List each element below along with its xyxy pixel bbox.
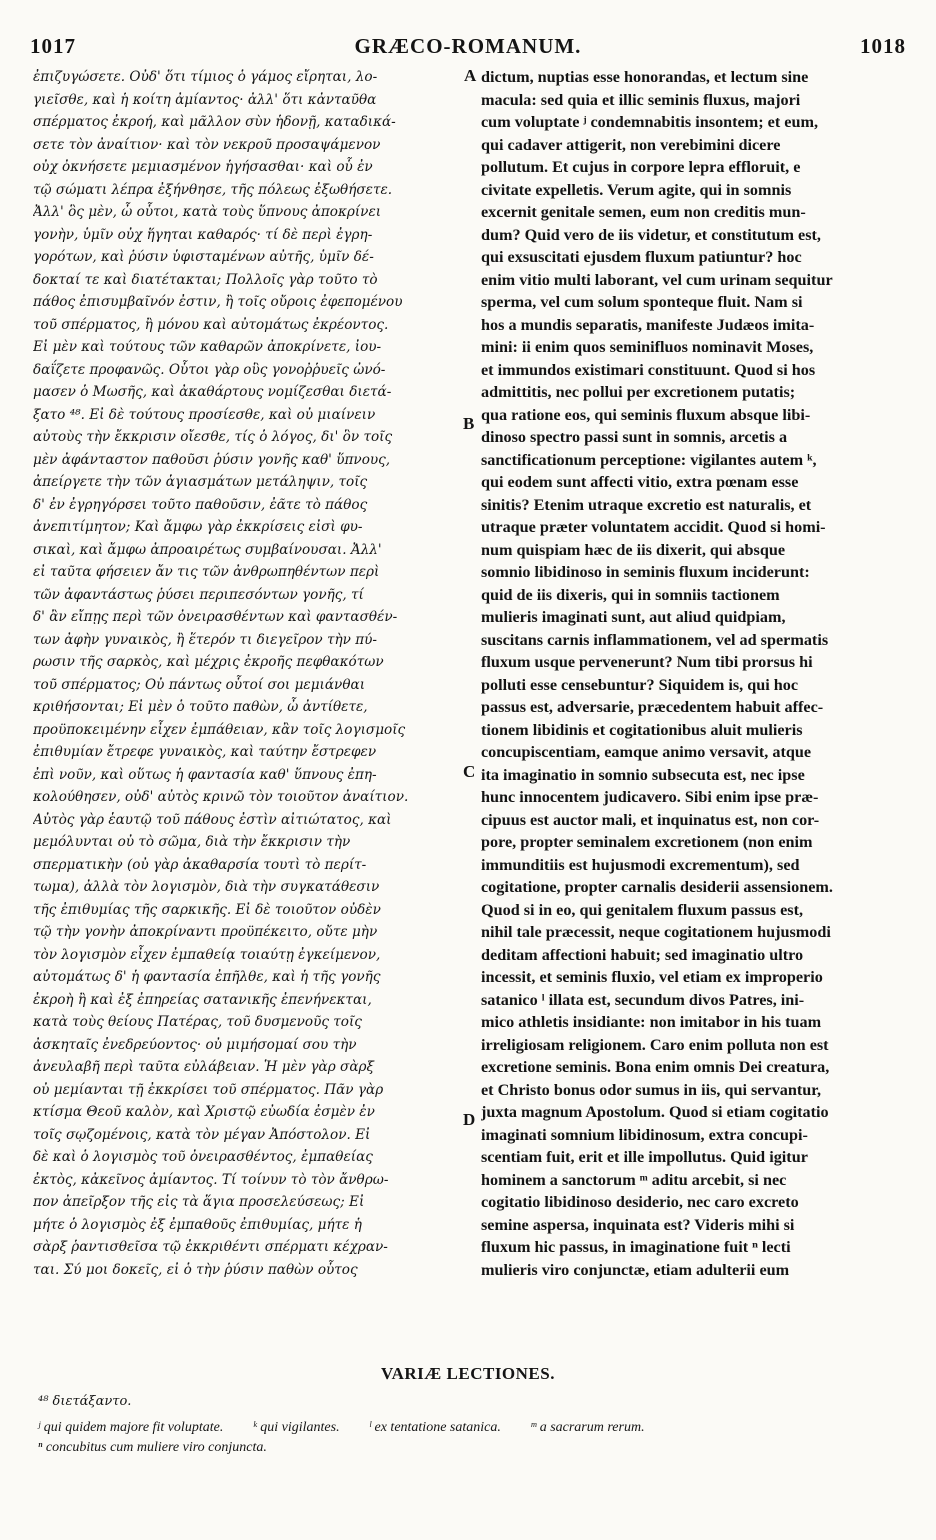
greek-text-line: σὰρξ ῥαντισθεῖσα τῷ ἐκκριθέντι σπέρματι κέχραν- xyxy=(33,1239,388,1255)
latin-text-line: scentiam fuit, erit et ille impollutus. Quid igitur xyxy=(481,1148,808,1166)
left-page-number: 1017 xyxy=(30,34,76,58)
greek-text-line: δ' ἐν ἐγρηγόρσει τοῦτο παθοῦσιν, ἐᾶτε τὸ πάθος xyxy=(33,496,368,513)
greek-text-line: τωμα), ἀλλὰ τὸν λογισμὸν, διὰ τὴν συγκατάθεσιν xyxy=(33,879,380,895)
latin-text-line: Quod si in eo, qui genitalem fluxum passus est, xyxy=(481,900,804,919)
latin-text-line: polluti esse censebuntur? Siquidem is, qui hoc xyxy=(481,675,799,694)
margin-marker-a: A xyxy=(464,66,477,85)
greek-text-line: ἐκτὸς, κἀκεῖνος ἀμίαντος. Τί τοίνυν τὸ τὸν ἄνθρω- xyxy=(33,1171,389,1188)
latin-text-line: hos a mundis separatis, manifeste Judæos imita- xyxy=(481,315,815,334)
greek-text-line: προϋποκειμένην εἶχεν ἐμπάθειαν, κἂν τοῖς λογισμοῖς xyxy=(33,721,406,738)
greek-text-line: Εἰ μὲν καὶ τούτους τῶν καθαρῶν ἀποκρίνετε, ἰου- xyxy=(33,339,382,355)
greek-text-line: κατὰ τοὺς θείους Πατέρας, τοῦ δυσμενοῦς τοῖς xyxy=(33,1014,362,1030)
greek-text-line: ξατο ⁴⁸. Εἰ δὲ τούτους προσίεσθε, καὶ οὐ μιαίνειν xyxy=(33,406,376,423)
latin-text-line: mini: ii enim quos seminifluos nominavit Moses, xyxy=(481,338,814,356)
greek-text-line: δοκταί τε καὶ διατέτακται; Πολλοῖς γὰρ τοῦτο τὸ xyxy=(33,271,378,288)
greek-text-line: πάθος ἐπισυμβαῖνόν ἐστιν, ἢ τοῖς οὔροις ἐφεπομένου xyxy=(33,294,403,310)
latin-text-line: qua ratione eos, qui seminis fluxum absque libi- xyxy=(481,405,811,424)
greek-text-line: τῶν ἀφαντάστως ῥύσει περιπεσόντων γονῆς, τί xyxy=(33,586,364,603)
latin-text-line: tionem libidinis et cogitationibus aluit mulieris xyxy=(481,720,803,739)
latin-text-line: num quispiam hæc de iis dixerit, qui absque xyxy=(481,540,786,559)
greek-text-line: μὲν ἀφάνταστον παθοῦσι ῥύσιν γονῆς καθ' ὕπνους, xyxy=(33,451,391,468)
latin-text-line: pollutum. Et cujus in corpore lepra effloruit, e xyxy=(481,158,801,176)
latin-text-line: dictum, nuptias esse honorandas, et lectum sine xyxy=(481,68,809,86)
latin-text-line: fluxum hic passus, in imaginatione fuit ⁿ lecti xyxy=(481,1238,791,1256)
greek-text-line: σπερματικὴν (οὐ γὰρ ἀκαθαρσία τουτὶ τὸ περίτ- xyxy=(33,856,367,873)
latin-column xyxy=(481,66,905,1356)
margin-marker-d: D xyxy=(463,1110,476,1129)
variae-lectiones-heading: VARIÆ LECTIONES. xyxy=(381,1364,555,1383)
latin-text-line: irreligiosam religionem. Caro enim polluta non est xyxy=(481,1035,829,1054)
latin-text-line: hominem a sanctorum ᵐ aditu arcebit, si nec xyxy=(481,1170,787,1189)
greek-text-line: ἀνεπιτίμητον; Καὶ ἄμφω γὰρ ἐκκρίσεις εἰσὶ φυ- xyxy=(33,519,363,535)
latin-text-line: incessit, et seminis fluxio, vel etiam ex improperio xyxy=(481,968,823,986)
greek-text-line: γορότων, καὶ ῥύσιν ὑφισταμένων αὐτῆς, ὑμῖν δέ- xyxy=(33,249,374,265)
latin-text-line: quid de iis dixeris, qui in somniis tactionem xyxy=(481,585,780,604)
greek-text-line: τοῦ σπέρματος; Οὐ πάντως οὗτοί σοι μεμιάνθαι xyxy=(33,676,366,693)
latin-text-line: satanico ˡ illata est, secundum divos Patres, ini- xyxy=(481,990,805,1009)
latin-text-line: mulieris viro conjunctæ, etiam adulterii eum xyxy=(481,1260,790,1279)
variant-note-n: ⁿ concubitus cum muliere viro conjuncta. xyxy=(38,1440,267,1455)
greek-text-line: μήτε ὁ λογισμὸς ἐξ ἐμπαθοῦς ἐπιθυμίας, μήτε ἡ xyxy=(33,1216,362,1233)
variant-note-m: ᵐ a sacrarum rerum. xyxy=(530,1420,645,1435)
greek-text-line: μεμόλυνται οὐ τὸ σῶμα, διὰ τὴν ἔκκρισιν τὴν xyxy=(33,834,351,850)
latin-text-line: fluxum usque pervenerunt? Num tibi prorsus hi xyxy=(481,653,813,671)
greek-text-line: δὲ καὶ ὁ λογισμὸς τοῦ ὀνειρασθέντος, ἐμπαθείας xyxy=(33,1149,373,1165)
latin-text-line: cogitatio libidinoso desiderio, nec caro excreto xyxy=(481,1193,799,1211)
latin-text-line: excretione seminis. Bona enim omnis Dei creatura, xyxy=(481,1058,830,1076)
variant-notes-row-1 xyxy=(38,1420,898,1436)
latin-text-line: immunditiis est hujusmodi excrementum), sed xyxy=(481,855,800,874)
greek-text-line: ἐπιθυμίαν ἔτρεφε γυναικὸς, καὶ ταύτην ἔστρεφεν xyxy=(33,744,377,760)
latin-text-line: et Christo bonus odor sumus in iis, qui servantur, xyxy=(481,1080,822,1099)
latin-text-line: mico athletis insidiante: non imitabor in his tuam xyxy=(481,1013,822,1031)
latin-text-line: cum voluptate ʲ condemnabitis insontem; et eum, xyxy=(481,113,819,131)
greek-text-line: σπέρματος ἐκροή, καὶ μᾶλλον σὺν ἡδονῇ, καταδικά- xyxy=(33,114,396,130)
latin-text-line: ita imaginatio in somnio subsecuta est, nec ipse xyxy=(481,765,805,784)
greek-text-line: ἀνευλαβῆ περὶ ταῦτα εὐλάβειαν. Ἡ μὲν γὰρ σὰρξ xyxy=(33,1059,374,1075)
greek-text-line: τὸν λογισμὸν εἶχεν ἐμπαθείᾳ τοιαύτῃ ἐγκείμενον, xyxy=(33,946,381,963)
greek-text-line: ἐκροὴ ἢ καὶ ἐξ ἐπηρείας σατανικῆς ἐπενήνεκται, xyxy=(33,991,372,1008)
greek-text-line: πον ἀπεῖρξον τῆς εἰς τὰ ἅγια προσελεύσεως; Εἰ xyxy=(33,1194,365,1210)
latin-text-line: sanctificationum perceptione: vigilantes autem ᵏ, xyxy=(481,450,817,469)
greek-text-line: οὐχ ὀκνήσετε μεμιασμένον ἡγήσασθαι· καὶ οὗ ἐν xyxy=(33,159,373,175)
latin-text-line: sperma, vel cum solum sponteque fluit. Nam si xyxy=(481,293,803,311)
latin-text-line: mulieris imaginati sunt, aut aliud quidpiam, xyxy=(481,608,786,626)
latin-text-line: qui cadaver attigerit, non verebimini dicere xyxy=(481,135,781,154)
latin-text-line: macula: sed quia et illic seminis fluxus, majori xyxy=(481,90,801,109)
greek-text-line: αὐτομάτως δ' ἡ φαντασία ἐπῆλθε, καὶ ἡ τῆς γονῆς xyxy=(33,969,381,985)
greek-text-line: Ἀλλ' ὃς μὲν, ὦ οὗτοι, κατὰ τοὺς ὕπνους ἀποκρίνει xyxy=(33,204,382,220)
greek-text-line: δαΐζετε προφανῶς. Οὗτοι γὰρ οὓς γονοῤῥυεῖς ὠνό- xyxy=(33,361,386,378)
latin-text-line: utraque præter voluntatem accidit. Quod si homi- xyxy=(481,518,826,536)
latin-text-line: cogitatione, propter carnalis desiderii assensionem. xyxy=(481,878,833,896)
latin-text-line: passus est, adversarie, præcedentem habuit affec- xyxy=(481,698,824,716)
latin-text-line: deditam affectioni habuit; sed imaginatio ultro xyxy=(481,945,804,964)
greek-text-line: ται. Σύ μοι δοκεῖς, εἰ ὁ τὴν ῥύσιν παθὼν οὗτος xyxy=(33,1261,358,1278)
greek-text-line: οὐ μεμίανται τῇ ἐκκρίσει τοῦ σπέρματος. Πᾶν γὰρ xyxy=(33,1081,384,1098)
greek-text-line: γιεῖσθε, καὶ ἡ κοίτη ἀμίαντος· ἀλλ' ὅτι κἀνταῦθα xyxy=(33,91,377,108)
greek-text-line: κτίσμα Θεοῦ καλὸν, καὶ Χριστῷ εὐωδία ἐσμὲν ἐν xyxy=(33,1104,375,1120)
latin-text-line: semine aspersa, inquinata est? Videris mihi si xyxy=(481,1215,795,1234)
latin-text-line: sinitis? Etenim utraque excretio est naturalis, et xyxy=(481,495,812,514)
latin-text-line: hunc innocentem judicavero. Sibi enim ipse præ- xyxy=(481,788,819,806)
latin-text-line: cipuus est auctor mali, et inquinatus est, non cor- xyxy=(481,810,820,829)
greek-text-line: σικαὶ, καὶ ἄμφω ἀπροαιρέτως συμβαίνουσαι. Ἀλλ' xyxy=(33,541,382,558)
greek-text-line: μασεν ὁ Μωσῆς, καὶ ἀκαθάρτους νομίζεσθαι διετά- xyxy=(33,384,392,400)
greek-text-line: Αὐτὸς γὰρ ἑαυτῷ τοῦ πάθους ἐστὶν αἰτιώτατος, καὶ xyxy=(33,811,392,828)
latin-text-line: concupiscentiam, eamque animo versavit, atque xyxy=(481,743,812,761)
latin-text-line: excernit genitale semen, eum non creditis mun- xyxy=(481,203,806,221)
page-header xyxy=(30,34,906,60)
variant-note-48: ⁴⁸ διετάξαντο. xyxy=(38,1394,132,1409)
greek-text-line: δ' ἂν εἴπῃς περὶ τῶν ὀνειρασθέντων καὶ φαντασθέν- xyxy=(33,609,398,625)
greek-text-line: τῆς ἐπιθυμίας τῆς σαρκικῆς. Εἰ δὲ τοιοῦτον οὐδὲν xyxy=(33,901,381,918)
greek-text-line: γονὴν, ὑμῖν οὐχ ἥγηται καθαρός· τί δὲ περὶ ἐγρη- xyxy=(33,226,373,243)
greek-text-line: σετε τὸν ἀναίτιον· καὶ τὸν νεκροῦ προσαψάμενον xyxy=(33,136,381,153)
greek-text-line: τῷ σώματι λέπρα ἐξήνθησε, τῆς πόλεως ἐξωθήσετε. xyxy=(33,181,393,198)
latin-text-line: enim vitio multi laborant, vel cum urinam sequitur xyxy=(481,270,833,289)
greek-text-line: των ἀφὴν γυναικὸς, ἢ ἕτερόν τι διεγεῖρον τὴν πύ- xyxy=(33,631,377,648)
greek-text-line: ἐπιζυγώσετε. Οὐδ' ὅτι τίμιος ὁ γάμος εἴρηται, λο- xyxy=(33,69,378,85)
latin-text-line: nihil tale præcessit, neque cogitationem hujusmodi xyxy=(481,923,831,941)
margin-marker-c: C xyxy=(463,762,476,781)
greek-text-line: ἀσκηταῖς ἐνεδρεύοντος· οὐ μιμήσομαί σου τὴν xyxy=(33,1036,357,1053)
variant-note-l: ˡ ex tentatione satanica. xyxy=(369,1420,501,1435)
right-page-number: 1018 xyxy=(860,34,906,58)
latin-text-line: imaginati somnium libidinosum, extra concupi- xyxy=(481,1125,808,1144)
latin-text-line: qui eodem sunt affecti vitio, extra pœnam esse xyxy=(481,473,799,491)
running-head: GRÆCO-ROMANUM. xyxy=(354,34,582,58)
greek-text-line: εἰ ταῦτα φήσειεν ἄν τις τῶν ἀνθρωπηθέντων περὶ xyxy=(33,564,380,580)
latin-text-line: qui exsuscitati ejusdem fluxum patiuntur? hoc xyxy=(481,248,802,266)
greek-text-line: ἐπὶ νοῦν, καὶ οὕτως ἡ φαντασία καθ' ὕπνους ἐπη- xyxy=(33,766,377,783)
latin-text-line: civitate expelletis. Verum agite, qui in somnis xyxy=(481,180,792,199)
latin-text-line: et immundos existimari constituunt. Quod si hos xyxy=(481,360,816,379)
greek-text-line: ἀπείργετε τὴν τῶν ἁγιασμάτων μετάληψιν, τοῖς xyxy=(33,474,368,490)
latin-text-line: admittitis, nec pollui per excretionem putatis; xyxy=(481,383,796,401)
greek-text-line: ρωσιν τῆς σαρκὸς, καὶ μέχρις ἐκροῆς πεφθακότων xyxy=(33,654,384,670)
greek-text-line: τοῦ σπέρματος, ἢ μόνου καὶ αὐτομάτως ἐκρέοντος. xyxy=(33,316,389,333)
latin-text-line: dinoso spectro passi sunt in somnis, arcetis a xyxy=(481,428,788,446)
latin-text-line: somnio libidinoso in seminis fluxum inciderunt: xyxy=(481,563,810,581)
latin-text-line: dum? Quid vero de iis videtur, et constitutum est, xyxy=(481,225,821,244)
greek-text-line: τῷ τὴν γονὴν ἀποκρίναντι προϋπέκειτο, οὔτε μὴν xyxy=(33,924,378,940)
variant-note-j: ʲ qui quidem majore fit voluptate. xyxy=(38,1420,224,1435)
latin-text-line: juxta magnum Apostolum. Quod si etiam cogitatio xyxy=(481,1103,829,1121)
greek-text-line: κριθήσονται; Εἰ μὲν ὁ τοῦτο παθὼν, ὦ ἀντίθετε, xyxy=(33,699,368,715)
variant-note-k: ᵏ qui vigilantes. xyxy=(252,1420,340,1435)
greek-text-line: τοῖς σῳζομένοις, κατὰ τὸν μέγαν Ἀπόστολον. Εἰ xyxy=(33,1126,371,1143)
greek-column xyxy=(33,66,461,1356)
margin-marker-b: B xyxy=(463,414,475,433)
greek-text-line: αὐτοὺς τὴν ἔκκρισιν οἴεσθε, τίς ὁ λόγος, δι' ὃν τοῖς xyxy=(33,429,393,445)
latin-text-line: pore, propter seminalem excretionem (non enim xyxy=(481,833,813,851)
greek-text-line: κολούθησεν, οὐδ' αὐτὸς κρινῶ τὸν τοιοῦτον ἀναίτιον. xyxy=(33,789,409,805)
latin-text-line: suscitans carnis inflammationem, vel ad spermatis xyxy=(481,630,829,649)
